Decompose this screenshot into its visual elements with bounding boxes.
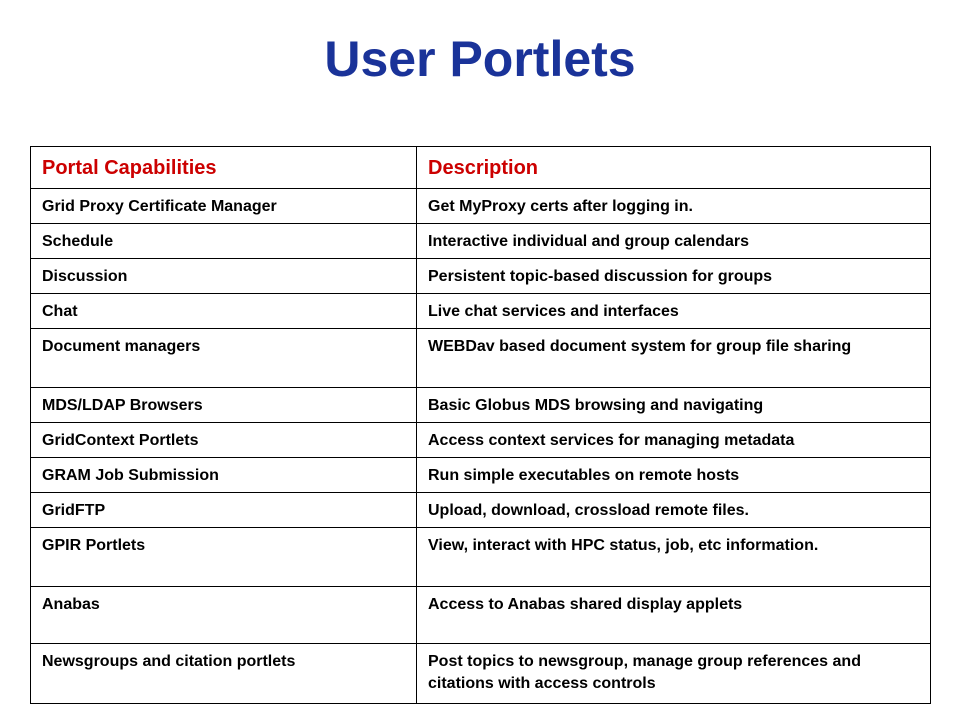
description-cell: Access context services for managing metadata	[417, 423, 931, 458]
column-header-description: Description	[417, 147, 931, 189]
table-row	[31, 587, 931, 644]
table-row	[31, 644, 931, 704]
table-row	[31, 423, 931, 458]
table-row	[31, 294, 931, 329]
table-row	[31, 528, 931, 587]
description-cell: View, interact with HPC status, job, etc information.	[417, 528, 931, 587]
description-cell: Interactive individual and group calendars	[417, 224, 931, 259]
table-header-row	[31, 147, 931, 189]
table-row	[31, 329, 931, 388]
description-cell: Persistent topic-based discussion for groups	[417, 259, 931, 294]
capability-cell: GPIR Portlets	[31, 528, 417, 587]
description-cell: Basic Globus MDS browsing and navigating	[417, 388, 931, 423]
description-cell: WEBDav based document system for group file sharing	[417, 329, 931, 388]
capability-cell: Newsgroups and citation portlets	[31, 644, 417, 704]
table-row	[31, 458, 931, 493]
capability-cell: Schedule	[31, 224, 417, 259]
table-row	[31, 388, 931, 423]
table-row	[31, 259, 931, 294]
description-cell: Run simple executables on remote hosts	[417, 458, 931, 493]
page-title: User Portlets	[324, 31, 636, 87]
capability-cell: Discussion	[31, 259, 417, 294]
capability-cell: Document managers	[31, 329, 417, 388]
capability-cell: Anabas	[31, 587, 417, 644]
table-row	[31, 224, 931, 259]
capability-cell: MDS/LDAP Browsers	[31, 388, 417, 423]
capability-cell: GRAM Job Submission	[31, 458, 417, 493]
description-cell: Post topics to newsgroup, manage group references and citations with access controls	[417, 644, 931, 704]
capability-cell: GridContext Portlets	[31, 423, 417, 458]
capability-cell: Chat	[31, 294, 417, 329]
column-header-capabilities: Portal Capabilities	[31, 147, 417, 189]
description-cell: Get MyProxy certs after logging in.	[417, 189, 931, 224]
capability-cell: Grid Proxy Certificate Manager	[31, 189, 417, 224]
capabilities-table	[30, 146, 931, 704]
table-row	[31, 189, 931, 224]
description-cell: Upload, download, crossload remote files.	[417, 493, 931, 528]
description-cell: Live chat services and interfaces	[417, 294, 931, 329]
description-cell: Access to Anabas shared display applets	[417, 587, 931, 644]
table-row	[31, 493, 931, 528]
capability-cell: GridFTP	[31, 493, 417, 528]
